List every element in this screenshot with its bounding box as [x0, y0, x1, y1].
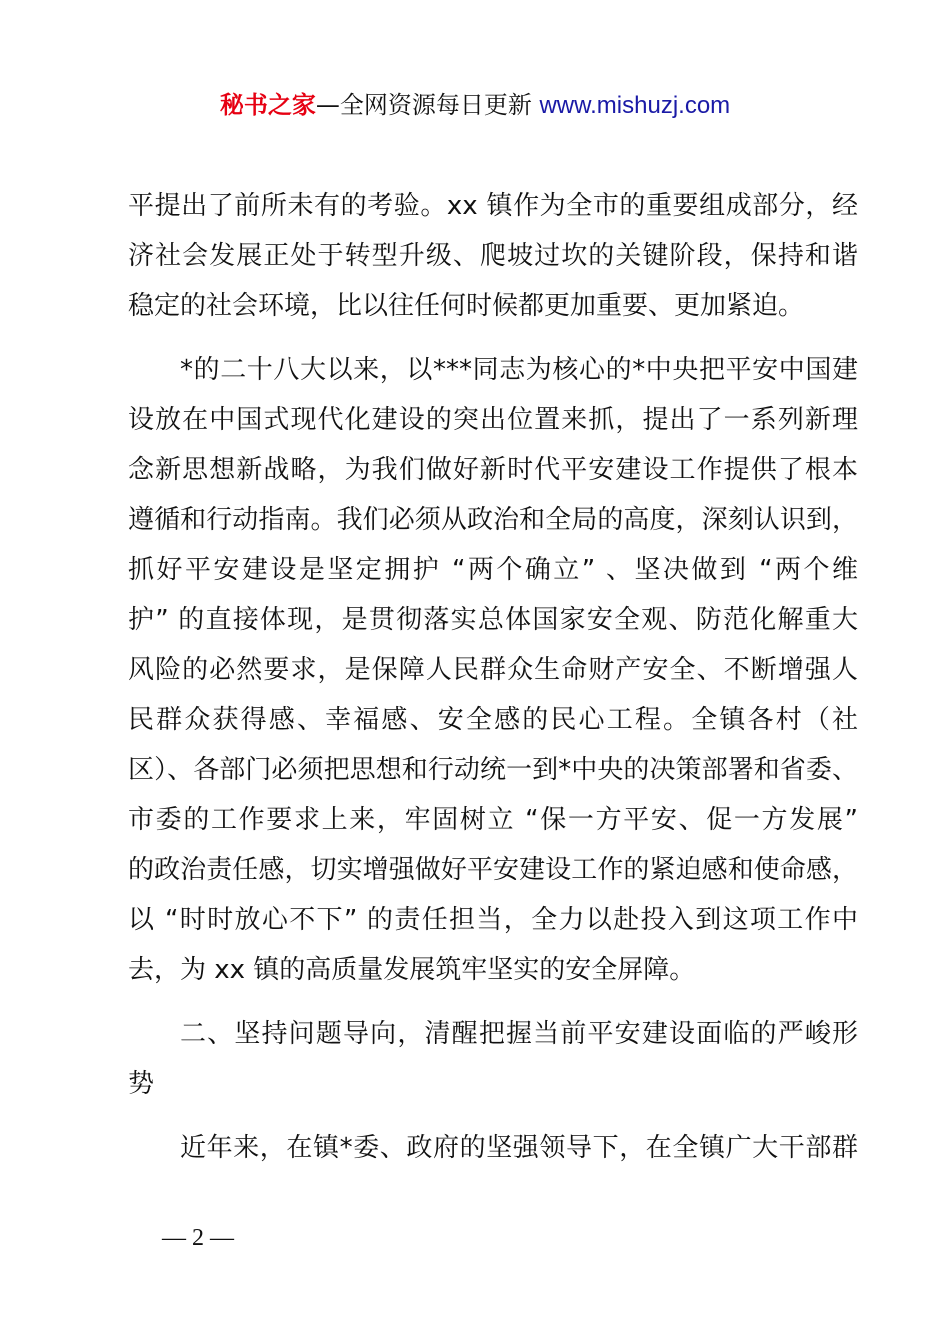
body-line: 区）、各部门必须把思想和行动统一到*中央的决策部署和省委、	[128, 755, 858, 785]
body-line: 平提出了前所未有的考验。xx 镇作为全市的重要组成部分，经	[128, 191, 858, 221]
body-line: 去，为 xx 镇的高质量发展筑牢坚实的安全屏障。	[128, 955, 696, 985]
body-line: 市委的工作要求上来，牢固树立 “保一方平安、促一方发展”	[128, 805, 858, 835]
section-heading: 势	[128, 1069, 155, 1099]
body-line: 以 “时时放心不下” 的责任担当，全力以赴投入到这项工作中	[128, 905, 858, 935]
brand-slogan: —全网资源每日更新	[315, 91, 532, 119]
brand-name: 秘书之家	[219, 91, 316, 119]
body-line: 济社会发展正处于转型升级、爬坡过坎的关键阶段，保持和谐	[128, 241, 858, 271]
page-number: — 2 —	[162, 1225, 234, 1251]
body-line: 近年来，在镇*委、政府的坚强领导下，在全镇广大干部群	[180, 1133, 858, 1163]
site-header	[0, 88, 950, 123]
body-line: 抓好平安建设是坚定拥护 “两个确立” 、坚决做到 “两个维	[128, 555, 858, 585]
body-line: 的政治责任感，切实增强做好平安建设工作的紧迫感和使命感，	[128, 855, 858, 885]
body-line: 稳定的社会环境，比以往任何时候都更加重要、更加紧迫。	[128, 291, 805, 321]
body-line: 风险的必然要求，是保障人民群众生命财产安全、不断增强人	[128, 655, 858, 685]
body-line: 民群众获得感、幸福感、安全感的民心工程。全镇各村（社	[128, 705, 858, 735]
body-line: 设放在中国式现代化建设的突出位置来抓，提出了一系列新理	[128, 405, 858, 435]
section-heading: 二、坚持问题导向，清醒把握当前平安建设面临的严峻形	[180, 1019, 858, 1049]
body-line: 念新思想新战略，为我们做好新时代平安建设工作提供了根本	[128, 455, 858, 485]
body-line: *的二十八大以来，以***同志为核心的*中央把平安中国建	[180, 355, 858, 385]
site-url[interactable]: www.mishuzj.com	[539, 92, 731, 119]
body-line: 遵循和行动指南。我们必须从政治和全局的高度，深刻认识到，	[128, 505, 858, 535]
body-line: 护” 的直接体现，是贯彻落实总体国家安全观、防范化解重大	[128, 605, 858, 635]
